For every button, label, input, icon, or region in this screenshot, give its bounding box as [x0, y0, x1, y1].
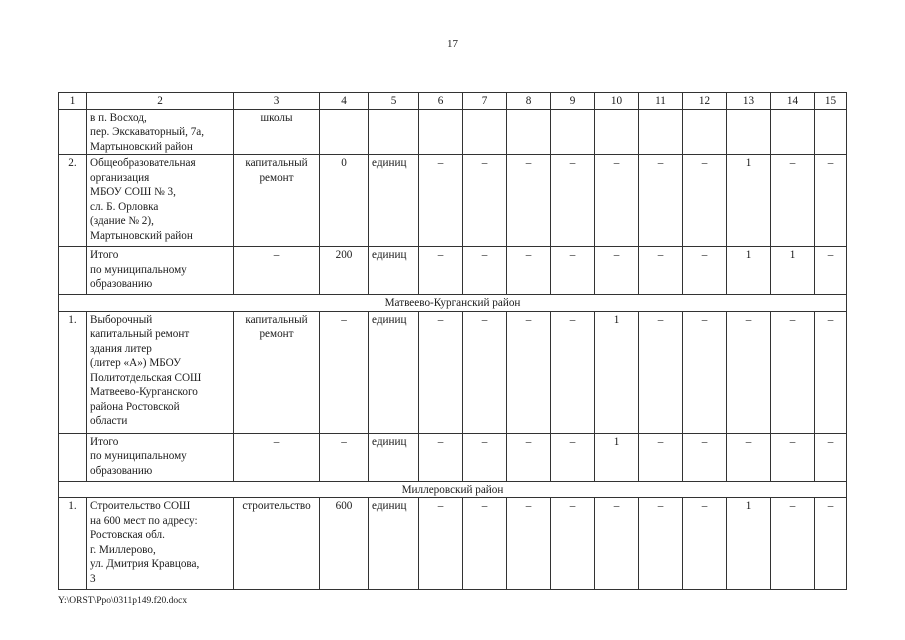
year-value-cell: – [507, 311, 551, 433]
capacity-cell: – [320, 311, 369, 433]
column-number-cell: 15 [815, 93, 847, 110]
object-name-cell: Итого по муниципальному образованию [87, 247, 234, 295]
year-value-cell [815, 109, 847, 155]
year-value-cell: – [419, 433, 463, 481]
year-value-cell: – [683, 247, 727, 295]
work-type-cell: капитальный ремонт [234, 155, 320, 247]
table-row [59, 155, 847, 247]
year-value-cell: – [463, 498, 507, 590]
object-name-cell: Выборочный капитальный ремонт здания литер (литер «А») МБОУ Политотдельская СОШ Матвеево-Курганского района Ростовской области [87, 311, 234, 433]
table-row [59, 247, 847, 295]
column-number-cell: 11 [639, 93, 683, 110]
object-name-cell: Общеобразовательная организация МБОУ СОШ № 3, сл. Б. Орловка (здание № 2), Мартыновский район [87, 155, 234, 247]
year-value-cell: – [551, 498, 595, 590]
year-value-cell [419, 109, 463, 155]
year-value-cell: – [595, 247, 639, 295]
data-table [58, 92, 847, 590]
year-value-cell: 1 [595, 311, 639, 433]
capacity-cell: – [320, 433, 369, 481]
district-heading-row [59, 295, 847, 312]
year-value-cell: 1 [727, 247, 771, 295]
file-path-footer: Y:\ORST\Ppo\0311p149.f20.docx [58, 596, 188, 606]
year-value-cell: – [419, 498, 463, 590]
capacity-cell [320, 109, 369, 155]
year-value-cell: – [683, 311, 727, 433]
year-value-cell: – [551, 247, 595, 295]
work-type-cell: капитальный ремонт [234, 311, 320, 433]
year-value-cell: – [771, 311, 815, 433]
year-value-cell: 1 [727, 155, 771, 247]
year-value-cell: – [419, 155, 463, 247]
year-value-cell: – [507, 498, 551, 590]
year-value-cell: – [683, 155, 727, 247]
column-number-row [59, 93, 847, 110]
year-value-cell: – [507, 155, 551, 247]
column-number-cell: 5 [369, 93, 419, 110]
unit-cell: единиц [369, 311, 419, 433]
year-value-cell: 1 [727, 498, 771, 590]
year-value-cell: – [463, 155, 507, 247]
year-value-cell: – [419, 247, 463, 295]
capacity-cell: 600 [320, 498, 369, 590]
object-name-cell: в п. Восход, пер. Экскаваторный, 7а, Мартыновский район [87, 109, 234, 155]
column-number-cell: 8 [507, 93, 551, 110]
page-number: 17 [447, 38, 458, 50]
year-value-cell: – [639, 311, 683, 433]
unit-cell: единиц [369, 498, 419, 590]
table-row [59, 311, 847, 433]
district-heading-row [59, 481, 847, 498]
year-value-cell: – [815, 155, 847, 247]
district-heading: Матвеево-Курганский район [59, 295, 847, 312]
year-value-cell [639, 109, 683, 155]
work-type-cell: школы [234, 109, 320, 155]
year-value-cell: 1 [595, 433, 639, 481]
year-value-cell: – [463, 433, 507, 481]
work-type-cell: – [234, 433, 320, 481]
year-value-cell [595, 109, 639, 155]
year-value-cell: – [639, 155, 683, 247]
table-row [59, 109, 847, 155]
year-value-cell: – [551, 433, 595, 481]
district-heading: Миллеровский район [59, 481, 847, 498]
capacity-cell: 0 [320, 155, 369, 247]
year-value-cell: – [551, 311, 595, 433]
row-number-cell [59, 109, 87, 155]
object-name-cell: Строительство СОШ на 600 мест по адресу: Ростовская обл. г. Миллерово, ул. Дмитрия Кравцова, 3 [87, 498, 234, 590]
year-value-cell: – [595, 155, 639, 247]
unit-cell: единиц [369, 247, 419, 295]
row-number-cell: 2. [59, 155, 87, 247]
row-number-cell: 1. [59, 311, 87, 433]
year-value-cell: – [771, 433, 815, 481]
object-name-cell: Итого по муниципальному образованию [87, 433, 234, 481]
year-value-cell [771, 109, 815, 155]
row-number-cell [59, 247, 87, 295]
year-value-cell: – [815, 247, 847, 295]
column-number-cell: 4 [320, 93, 369, 110]
year-value-cell: – [639, 247, 683, 295]
year-value-cell: – [419, 311, 463, 433]
year-value-cell [727, 109, 771, 155]
table-row [59, 498, 847, 590]
column-number-cell: 13 [727, 93, 771, 110]
year-value-cell: – [507, 433, 551, 481]
column-number-cell: 6 [419, 93, 463, 110]
year-value-cell: – [727, 433, 771, 481]
year-value-cell: – [727, 311, 771, 433]
row-number-cell [59, 433, 87, 481]
year-value-cell: – [639, 498, 683, 590]
year-value-cell: – [463, 311, 507, 433]
year-value-cell [463, 109, 507, 155]
work-type-cell: – [234, 247, 320, 295]
capacity-cell: 200 [320, 247, 369, 295]
year-value-cell: – [683, 433, 727, 481]
unit-cell: единиц [369, 433, 419, 481]
year-value-cell: – [683, 498, 727, 590]
year-value-cell [551, 109, 595, 155]
year-value-cell: – [815, 311, 847, 433]
column-number-cell: 14 [771, 93, 815, 110]
year-value-cell [683, 109, 727, 155]
column-number-cell: 3 [234, 93, 320, 110]
year-value-cell: – [815, 433, 847, 481]
unit-cell: единиц [369, 155, 419, 247]
year-value-cell: – [815, 498, 847, 590]
year-value-cell: – [463, 247, 507, 295]
unit-cell [369, 109, 419, 155]
year-value-cell: – [771, 498, 815, 590]
year-value-cell: – [551, 155, 595, 247]
column-number-cell: 1 [59, 93, 87, 110]
column-number-cell: 7 [463, 93, 507, 110]
column-number-cell: 10 [595, 93, 639, 110]
year-value-cell: – [595, 498, 639, 590]
year-value-cell: – [639, 433, 683, 481]
year-value-cell [507, 109, 551, 155]
work-type-cell: строительство [234, 498, 320, 590]
column-number-cell: 2 [87, 93, 234, 110]
row-number-cell: 1. [59, 498, 87, 590]
year-value-cell: 1 [771, 247, 815, 295]
column-number-cell: 12 [683, 93, 727, 110]
table-row [59, 433, 847, 481]
table-body [59, 109, 847, 590]
column-number-cell: 9 [551, 93, 595, 110]
year-value-cell: – [507, 247, 551, 295]
year-value-cell: – [771, 155, 815, 247]
